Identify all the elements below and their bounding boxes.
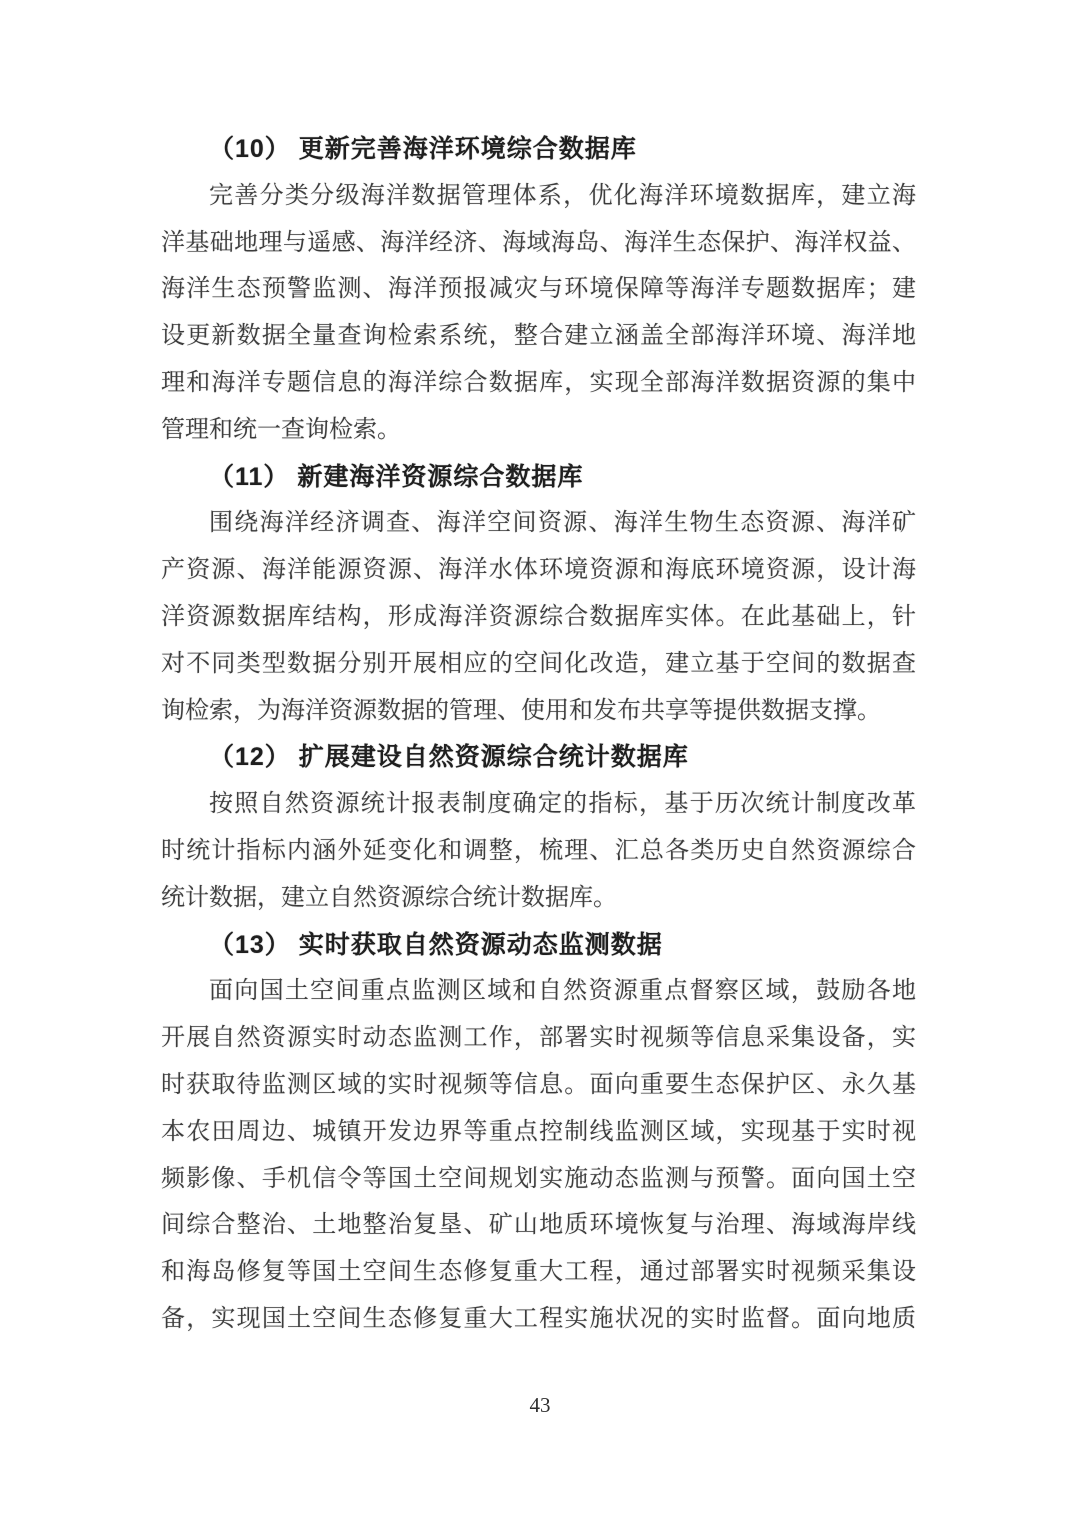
section-12-heading: （12） 扩展建设自然资源综合统计数据库 — [209, 743, 689, 772]
section-10-heading: （10） 更新完善海洋环境综合数据库 — [209, 135, 637, 163]
body-line: 对不同类型数据分别开展相应的空间化改造，建立基于空间的数据查 — [161, 650, 916, 677]
body-line: 间综合整治、土地整治复垦、矿山地质环境恢复与治理、海域海岸线 — [161, 1212, 916, 1239]
body-line: 本农田周边、城镇开发边界等重点控制线监测区域，实现基于实时视 — [161, 1118, 916, 1145]
page-number: 43 — [529, 1393, 551, 1417]
body-line: 时获取待监测区域的实时视频等信息。面向重要生态保护区、永久基 — [161, 1071, 916, 1098]
section-13-heading: （13） 实时获取自然资源动态监测数据 — [209, 930, 663, 959]
body-line: 产资源、海洋能源资源、海洋水体环境资源和海底环境资源，设计海 — [161, 557, 916, 584]
section-13 — [161, 922, 916, 1343]
body-line: 时统计指标内涵外延变化和调整，梳理、汇总各类历史自然资源综合 — [161, 837, 916, 864]
body-line: 完善分类分级海洋数据管理体系，优化海洋环境数据库，建立海 — [209, 182, 916, 209]
body-line: 洋基础地理与遥感、海洋经济、海域海岛、海洋生态保护、海洋权益、 — [161, 229, 916, 256]
section-11 — [161, 454, 916, 735]
section-12 — [161, 734, 916, 921]
body-line: 理和海洋专题信息的海洋综合数据库，实现全部海洋数据资源的集中 — [161, 369, 916, 396]
body-line: 备，实现国土空间生态修复重大工程实施状况的实时监督。面向地质 — [161, 1305, 916, 1332]
body-line: 洋资源数据库结构，形成海洋资源综合数据库实体。在此基础上，针 — [161, 603, 916, 630]
body-line: 海洋生态预警监测、海洋预报减灾与环境保障等海洋专题数据库；建 — [161, 276, 916, 303]
body-line: 统计数据，建立自然资源综合统计数据库。 — [161, 884, 617, 911]
section-11-heading: （11） 新建海洋资源综合数据库 — [209, 462, 584, 491]
body-line: 设更新数据全量查询检索系统，整合建立涵盖全部海洋环境、海洋地 — [161, 323, 916, 350]
body-line: 面向国土空间重点监测区域和自然资源重点督察区域，鼓励各地 — [209, 978, 916, 1005]
body-line: 按照自然资源统计报表制度确定的指标，基于历次统计制度改革 — [209, 791, 916, 818]
body-line: 频影像、手机信令等国土空间规划实施动态监测与预警。面向国土空 — [161, 1165, 916, 1192]
body-line: 管理和统一查询检索。 — [161, 416, 401, 443]
body-line: 和海岛修复等国土空间生态修复重大工程，通过部署实时视频采集设 — [161, 1259, 916, 1286]
document-content — [161, 126, 916, 1343]
body-line: 询检索，为海洋资源数据的管理、使用和发布共享等提供数据支撑。 — [161, 697, 881, 724]
body-line: 开展自然资源实时动态监测工作，部署实时视频等信息采集设备，实 — [161, 1025, 916, 1052]
section-10 — [161, 126, 916, 454]
body-line: 围绕海洋经济调查、海洋空间资源、海洋生物生态资源、海洋矿 — [209, 510, 916, 537]
